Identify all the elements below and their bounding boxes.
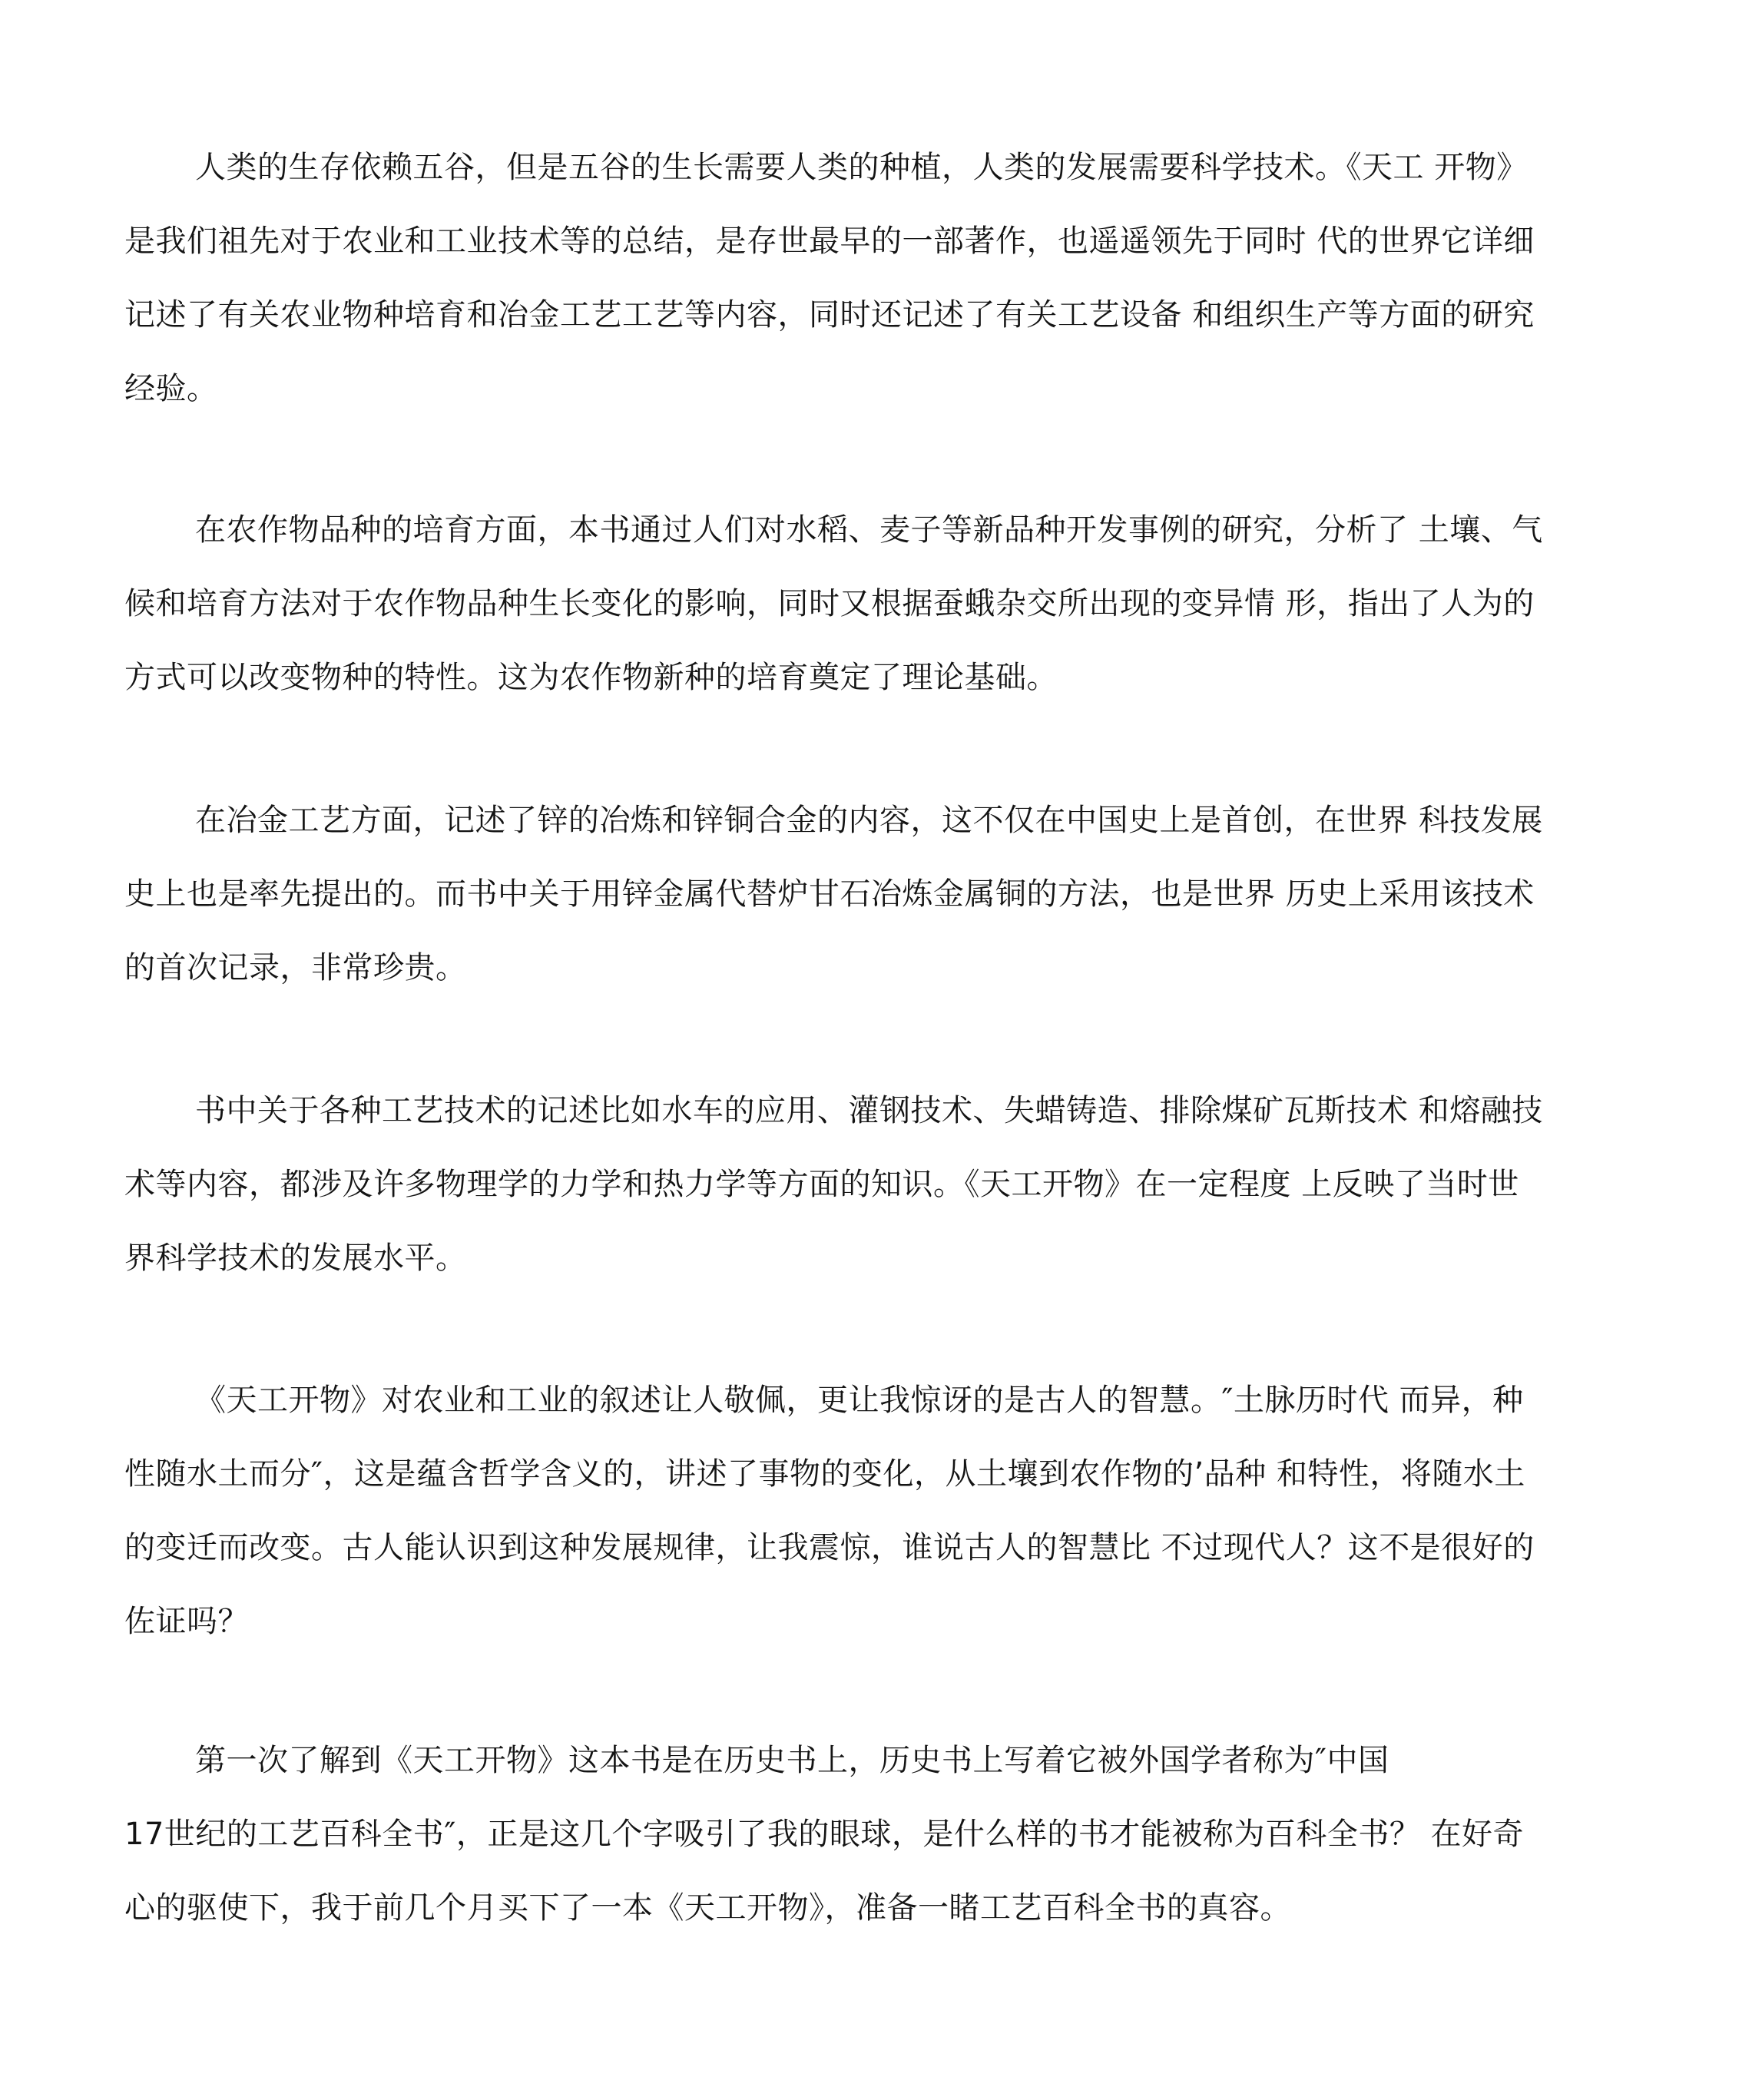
paragraph-line: 心的驱使下，我于前几个月买下了一本《天工开物》，准备一睹工艺百科全书的真容。 [124,1890,1291,1926]
paragraph-2 [124,493,1649,714]
paragraph-line: 性随水土而分″，这是蕴含哲学含义的，讲述了事物的变化，从土壤到农作物的’品种 和特性，将随水土 [124,1456,1525,1492]
paragraph-line: 记述了有关农业物种培育和冶金工艺工艺等内容，同时还记述了有关工艺设备 和组织生产等方面的研究 [124,297,1535,333]
paragraph-3 [124,783,1649,1005]
paragraph-line: 候和培育方法对于农作物品种生长变化的影响，同时又根据蚕蛾杂交所出现的变异情 形，指出了人为的 [124,586,1535,621]
paragraph-6 [124,1724,1649,1945]
paragraph-line: 人类的生存依赖五谷，但是五谷的生长需要人类的种植，人类的发展需要科学技术。《天工 开物》 [195,150,1528,185]
paragraph-line: 史上也是率先提出的。而书中关于用锌金属代替炉甘石冶炼金属铜的方法，也是世界 历史上采用该技术 [124,876,1535,912]
paragraph-line: 第一次了解到《天工开物》这本书是在历史书上，历史书上写着它被外国学者称为″中国 [195,1743,1389,1778]
paragraph-line: 界科学技术的发展水平。 [124,1240,467,1276]
paragraph-line: 的变迁而改变。古人能认识到这种发展规律，让我震惊，谁说古人的智慧比 不过现代人？这不是很好的 [124,1530,1535,1565]
paragraph-line: 术等内容，都涉及许多物理学的力学和热力学等方面的知识。《天工开物》在一定程度 上反映了当时世 [124,1167,1519,1202]
paragraph-line: 17世纪的工艺百科全书″，正是这几个字吸引了我的眼球，是什么样的书才能被称为百科全书？ 在好奇 [124,1817,1525,1852]
paragraph-line: 经验。 [124,371,218,406]
paragraph-line: 《天工开物》对农业和工业的叙述让人敬佩，更让我惊讶的是古人的智慧。″土脉历时代 而异，种 [195,1383,1524,1418]
paragraph-line: 的首次记录，非常珍贵。 [124,950,467,985]
paragraph-1 [124,131,1649,426]
paragraph-line: 在冶金工艺方面，记述了锌的冶炼和锌铜合金的内容，这不仅在中国史上是首创，在世界 科技发展 [195,803,1543,838]
paragraph-line: 方式可以改变物种的特性。这为农作物新种的培育奠定了理论基础。 [124,660,1058,695]
paragraph-line: 在农作物品种的培育方面，本书通过人们对水稻、麦子等新品种开发事例的研究，分析了 土壤、气 [195,512,1543,548]
paragraph-5 [124,1363,1649,1658]
paragraph-line: 书中关于各种工艺技术的记述比如水车的应用、灌钢技术、失蜡铸造、排除煤矿瓦斯技术 和熔融技 [195,1093,1543,1128]
paragraph-line: 是我们祖先对于农业和工业技术等的总结，是存世最早的一部著作，也遥遥领先于同时 代的世界它详细 [124,224,1535,259]
paragraph-4 [124,1074,1649,1295]
paragraph-line: 佐证吗？ [124,1604,249,1639]
